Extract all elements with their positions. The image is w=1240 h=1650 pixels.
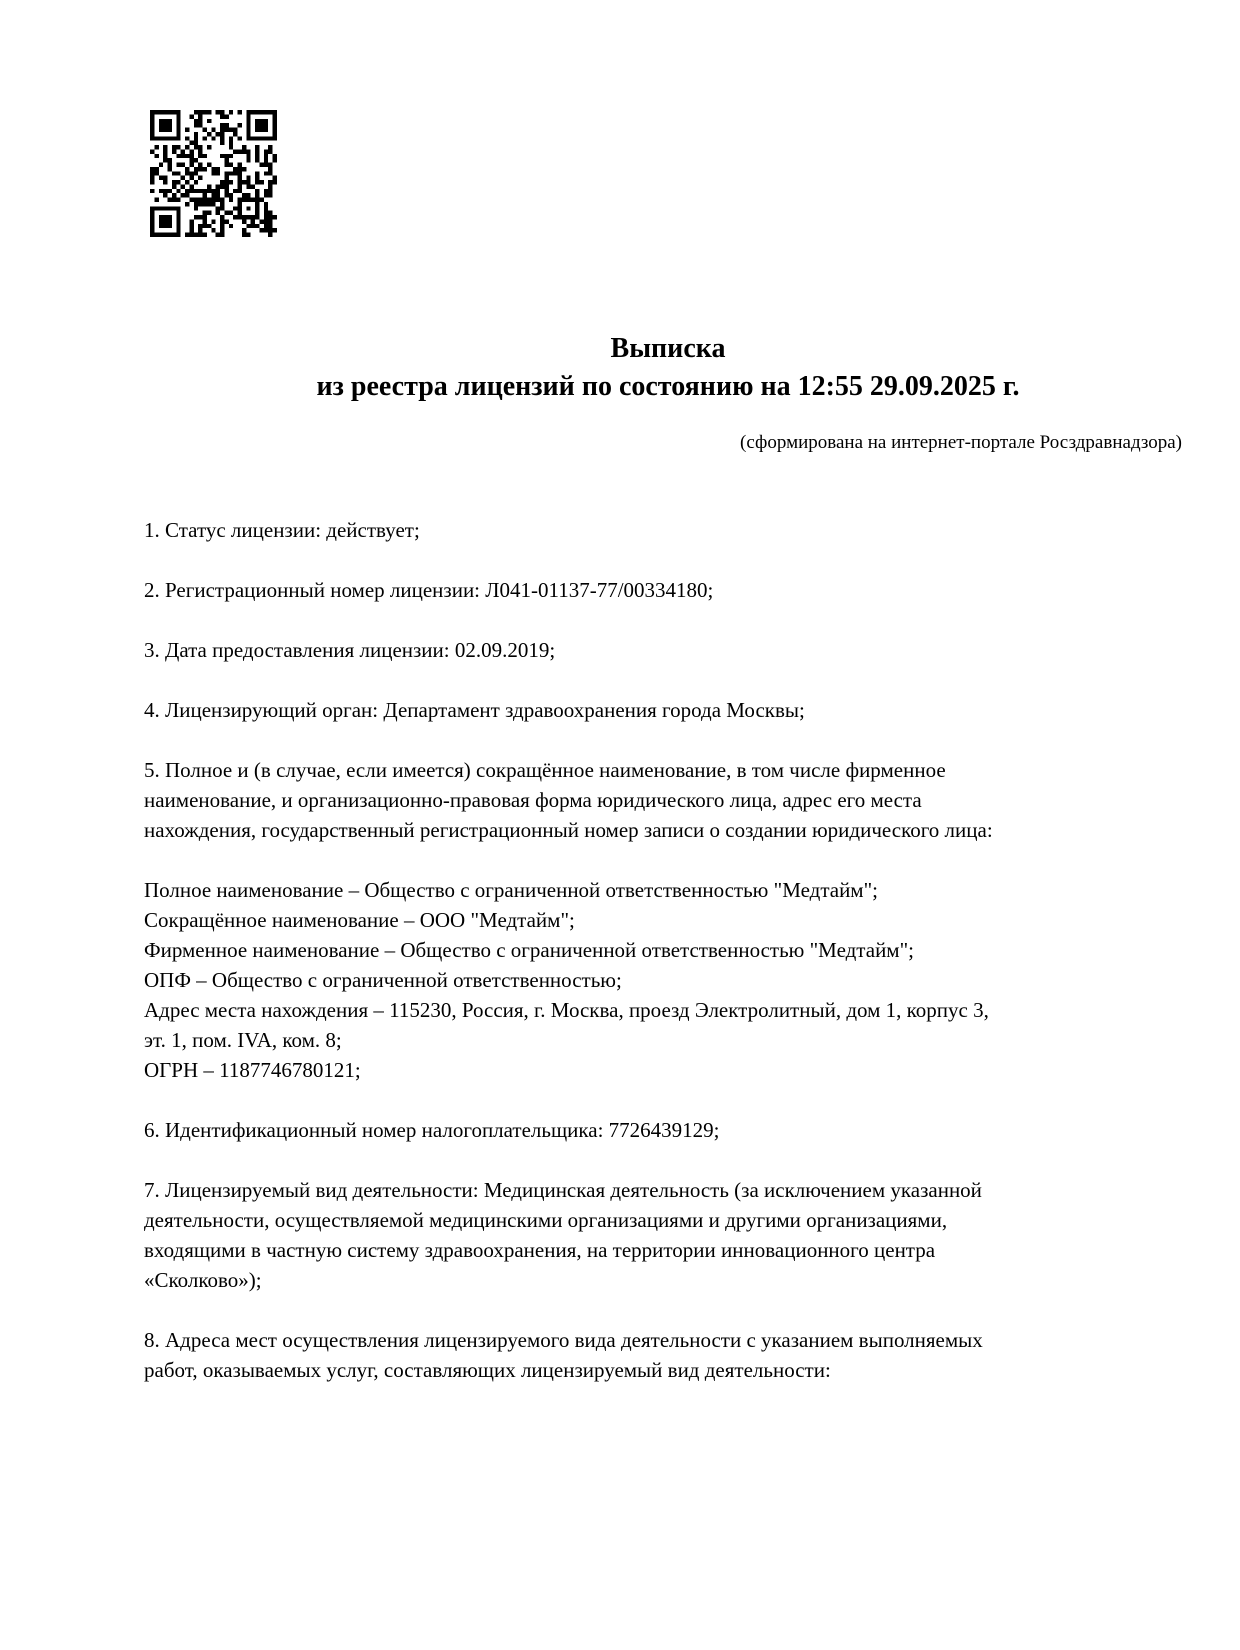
qr-code [150,110,277,237]
text-line: 2. Регистрационный номер лицензии: Л041-01137-77/00334180; [144,578,714,602]
ogrn-line: ОГРН – 1187746780121; [144,1058,361,1082]
brand-name-line: Фирменное наименование – Общество с ограниченной ответственностью "Медтайм"; [144,938,914,962]
paragraph-registration-number [144,575,1184,605]
address-line-2: эт. 1, пом. IVA, ком. 8; [144,1028,342,1052]
short-name-line: Сокращённое наименование – ООО "Медтайм"; [144,908,575,932]
text-line: 6. Идентификационный номер налогоплательщика: 7726439129; [144,1118,720,1142]
paragraph-names-details [144,875,1184,1085]
text-line: наименование, и организационно-правовая форма юридического лица, адрес его места [144,788,922,812]
text-line: «Сколково»); [144,1268,262,1292]
title-line-1: Выписка [610,333,726,364]
address-line-1: Адрес места нахождения – 115230, Россия, г. Москва, проезд Электролитный, дом 1, корпус 3, [144,998,989,1022]
text-line: 5. Полное и (в случае, если имеется) сокращённое наименование, в том числе фирменное [144,758,946,782]
text-line: 4. Лицензирующий орган: Департамент здравоохранения города Москвы; [144,698,805,722]
paragraph-names-intro [144,755,1184,845]
text-line: 7. Лицензируемый вид деятельности: Медицинская деятельность (за исключением указанной [144,1178,982,1202]
title-line-2: из реестра лицензий по состоянию на 12:55 29.09.2025 г. [316,371,1020,402]
text-line: работ, оказываемых услуг, составляющих лицензируемый вид деятельности: [144,1358,831,1382]
document-body [144,515,1184,1415]
opf-line: ОПФ – Общество с ограниченной ответственностью; [144,968,622,992]
text-line: 8. Адреса мест осуществления лицензируемого вида деятельности с указанием выполняемых [144,1328,983,1352]
text-line: 3. Дата предоставления лицензии: 02.09.2019; [144,638,556,662]
document-title [140,330,1196,406]
text-line: деятельности, осуществляемой медицинскими организациями и другими организациями, [144,1208,948,1232]
full-name-line: Полное наименование – Общество с ограниченной ответственностью "Медтайм"; [144,878,879,902]
text-line: нахождения, государственный регистрационный номер записи о создании юридического лица: [144,818,993,842]
text-line: входящими в частную систему здравоохранения, на территории инновационного центра [144,1238,936,1262]
paragraph-licensing-authority [144,695,1184,725]
text-line: 1. Статус лицензии: действует; [144,518,420,542]
paragraph-grant-date [144,635,1184,665]
paragraph-licensed-activity [144,1175,1184,1295]
paragraph-inn [144,1115,1184,1145]
paragraph-addresses-intro [144,1325,1184,1385]
formation-note: (сформирована на интернет-портале Росздравнадзора) [740,432,1182,453]
paragraph-license-status [144,515,1184,545]
